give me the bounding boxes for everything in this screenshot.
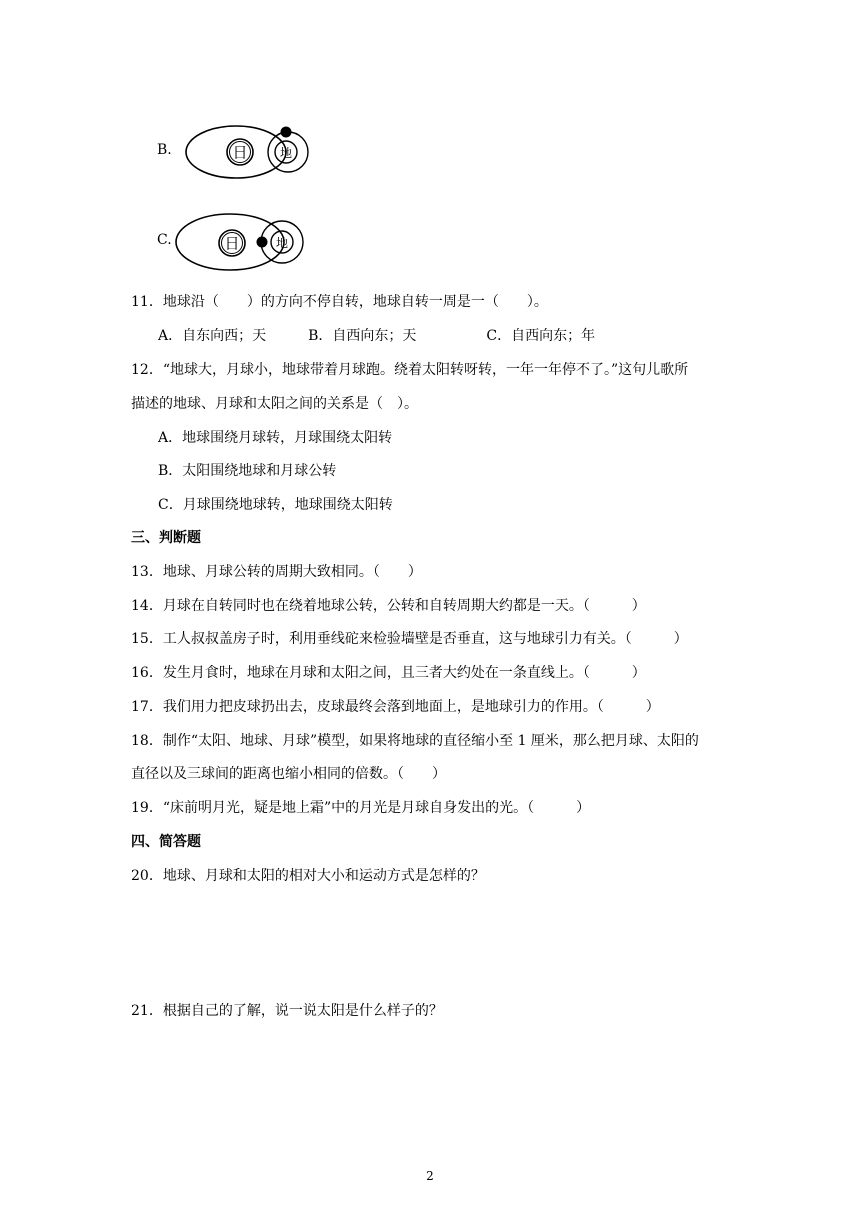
option-c-label: C. [157,232,172,248]
question-12-continued: 描述的地球、月球和太阳之间的关系是（ ）。 [131,396,418,412]
question-20: 20．地球、月球和太阳的相对大小和运动方式是怎样的？ [131,868,485,884]
sun-char: 日 [232,143,248,162]
question-15: 15．工人叔叔盖房子时，利用垂线砣来检验墙壁是否垂直，这与地球引力有关。（ ） [131,631,688,647]
section-heading-judgment: 三、判断题 [131,530,201,546]
question-17: 17．我们用力把皮球扔出去，皮球最终会落到地面上，是地球引力的作用。（ ） [131,699,660,715]
question-12: 12．“地球大，月球小，地球带着月球跑。绕着太阳转呀转，一年一年停不了。”这句儿歌所 [131,362,689,378]
earth-char: 地 [279,146,293,160]
question-21: 21．根据自己的了解，说一说太阳是什么样子的？ [131,1003,443,1019]
earth-char: 地 [275,236,289,250]
question-18-continued: 直径以及三球间的距离也缩小相同的倍数。（ ） [131,766,446,782]
sun-char: 日 [224,234,240,253]
question-16: 16．发生月食时，地球在月球和太阳之间，且三者大约处在一条直线上。（ ） [131,665,646,681]
question-18: 18．制作“太阳、地球、月球”模型，如果将地球的直径缩小至 1 厘米，那么把月球、太阳的 [131,733,699,749]
diagram-b-sun-earth-moon [182,122,322,186]
question-12-option-a: A．地球围绕月球转，月球围绕太阳转 [158,430,393,446]
question-13: 13．地球、月球公转的周期大致相同。（ ） [131,564,422,580]
question-19: 19．“床前明月光，疑是地上霜”中的月光是月球自身发出的光。（ ） [131,800,591,816]
question-11: 11．地球沿（ ）的方向不停自转，地球自转一周是一（ ）。 [131,294,548,310]
section-heading-short-answer: 四、简答题 [131,834,201,850]
question-12-option-c: C．月球围绕地球转，地球围绕太阳转 [158,497,393,513]
page-number: 2 [426,1169,434,1183]
option-b-label: B. [157,142,172,158]
question-11-options: A．自东向西；天 B．自西向东；天 C．自西向东；年 [158,328,596,344]
diagram-c-sun-earth-moon [172,211,312,275]
question-12-option-b: B．太阳围绕地球和月球公转 [158,463,337,479]
question-14: 14．月球在自转同时也在绕着地球公转，公转和自转周期大约都是一天。（ ） [131,598,646,614]
moon-dot [257,237,268,248]
moon-dot [281,127,292,138]
